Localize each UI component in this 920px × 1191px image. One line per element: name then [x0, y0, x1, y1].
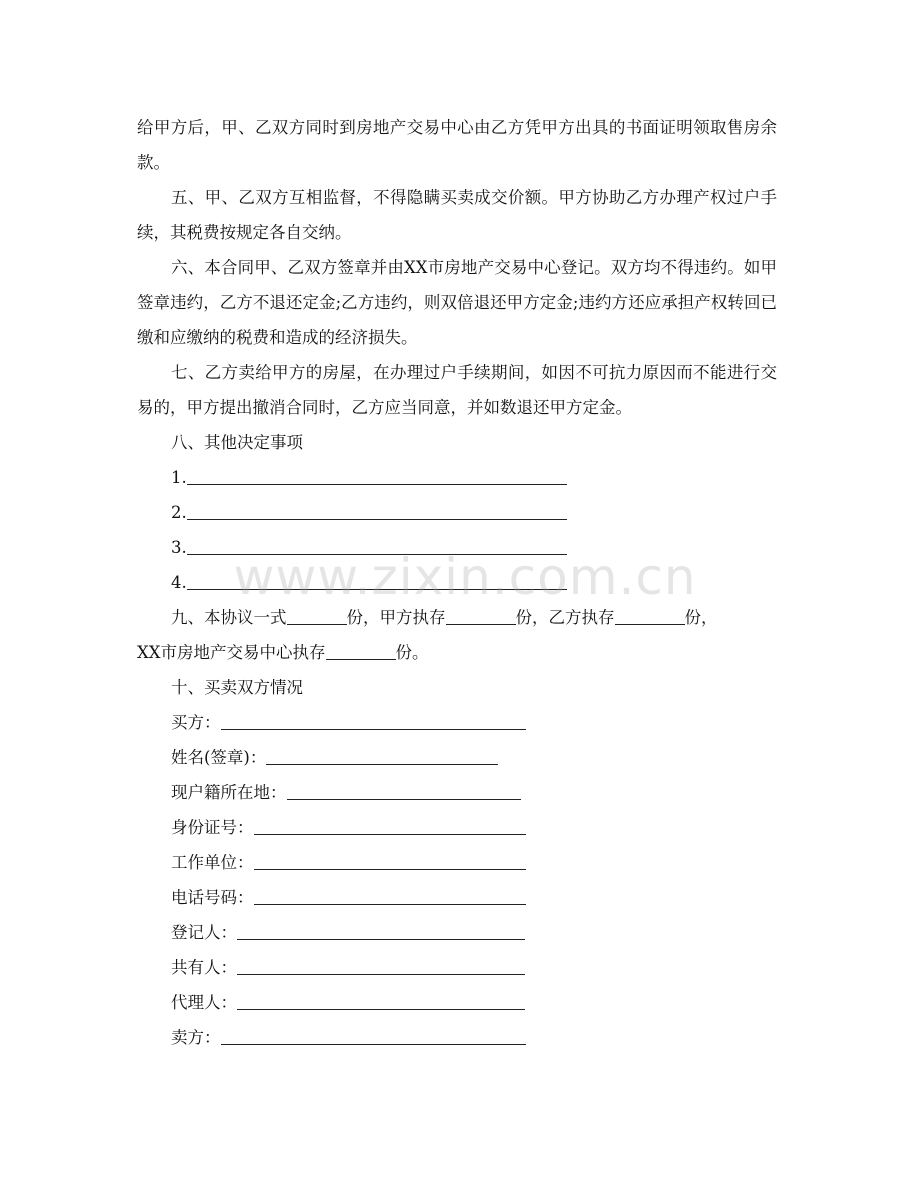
- fill-blank[interactable]: [187, 536, 567, 555]
- id-number-blank[interactable]: [254, 816, 526, 835]
- field-label: 登记人：: [171, 923, 237, 942]
- field-label: 代理人：: [171, 993, 237, 1012]
- other-item-number: 1.: [171, 468, 187, 487]
- paragraph-continuation: 给甲方后，甲、乙双方同时到房地产交易中心由乙方凭甲方出具的书面证明领取售房余款。: [137, 118, 777, 172]
- field-phone: [137, 880, 777, 915]
- other-item-2: [137, 495, 777, 530]
- fill-blank[interactable]: [187, 571, 567, 590]
- clause-9-continued: [137, 635, 777, 670]
- field-label: 共有人：: [171, 958, 237, 977]
- field-label: 电话号码：: [171, 888, 254, 907]
- field-work-unit: [137, 845, 777, 880]
- clause-9-text-b: 份，甲方执存: [346, 608, 446, 627]
- agent-blank[interactable]: [237, 991, 525, 1010]
- field-label: 身份证号：: [171, 818, 254, 837]
- buyer-blank[interactable]: [221, 711, 526, 730]
- clause-6: 六、本合同甲、乙双方签章并由XX市房地产交易中心登记。双方均不得违约。如甲签章违约，乙方不退还定金;乙方违约，则双倍退还甲方定金;违约方还应承担产权转回已缴和应缴纳的税费和造成的经济损失。: [137, 258, 777, 347]
- copies-party-b-blank[interactable]: [615, 606, 685, 625]
- field-registrant: [137, 915, 777, 950]
- clause-9-text-f: 份。: [395, 643, 429, 662]
- field-name-signature: [137, 740, 777, 775]
- other-item-3: [137, 530, 777, 565]
- clause-9-text-d: 份，: [684, 608, 718, 627]
- copies-party-a-blank[interactable]: [446, 606, 516, 625]
- fill-blank[interactable]: [187, 466, 567, 485]
- household-location-blank[interactable]: [287, 781, 521, 800]
- field-label: 买方：: [171, 713, 221, 732]
- clause-9-text-e: XX市房地产交易中心执存: [137, 643, 326, 662]
- clause-7: 七、乙方卖给甲方的房屋，在办理过户手续期间，如因不可抗力原因而不能进行交易的，甲方提出撤消合同时，乙方应当同意，并如数退还甲方定金。: [137, 363, 777, 417]
- field-label: 姓名(签章)：: [171, 748, 267, 767]
- other-item-number: 4.: [171, 573, 187, 592]
- field-household-location: [137, 775, 777, 810]
- other-item-1: [137, 460, 777, 495]
- field-seller: [137, 1020, 777, 1055]
- clause-9: [137, 600, 777, 635]
- copies-total-blank[interactable]: [287, 606, 347, 625]
- field-buyer: [137, 705, 777, 740]
- field-label: 现户籍所在地：: [171, 783, 287, 802]
- fill-blank[interactable]: [187, 501, 567, 520]
- contract-document: [137, 110, 777, 1055]
- other-item-4: [137, 565, 777, 600]
- field-label: 卖方：: [171, 1028, 221, 1047]
- field-label: 工作单位：: [171, 853, 254, 872]
- clause-5: 五、甲、乙双方互相监督，不得隐瞒买卖成交价额。甲方协助乙方办理产权过户手续，其税费按规定各自交纳。: [137, 188, 777, 242]
- clause-10-title: 十、买卖双方情况: [171, 678, 303, 697]
- field-agent: [137, 985, 777, 1020]
- name-signature-blank[interactable]: [266, 746, 498, 765]
- co-owner-blank[interactable]: [237, 956, 525, 975]
- copies-center-blank[interactable]: [326, 641, 396, 660]
- registrant-blank[interactable]: [237, 921, 525, 940]
- clause-9-text-a: 九、本协议一式: [171, 608, 287, 627]
- other-item-number: 2.: [171, 503, 187, 522]
- field-id-number: [137, 810, 777, 845]
- clause-8-title: 八、其他决定事项: [171, 433, 303, 452]
- field-co-owner: [137, 950, 777, 985]
- phone-blank[interactable]: [254, 886, 526, 905]
- clause-9-text-c: 份，乙方执存: [515, 608, 615, 627]
- seller-blank[interactable]: [221, 1026, 526, 1045]
- other-item-number: 3.: [171, 538, 187, 557]
- work-unit-blank[interactable]: [254, 851, 526, 870]
- watermark: www.zixin.com.cn: [233, 548, 697, 606]
